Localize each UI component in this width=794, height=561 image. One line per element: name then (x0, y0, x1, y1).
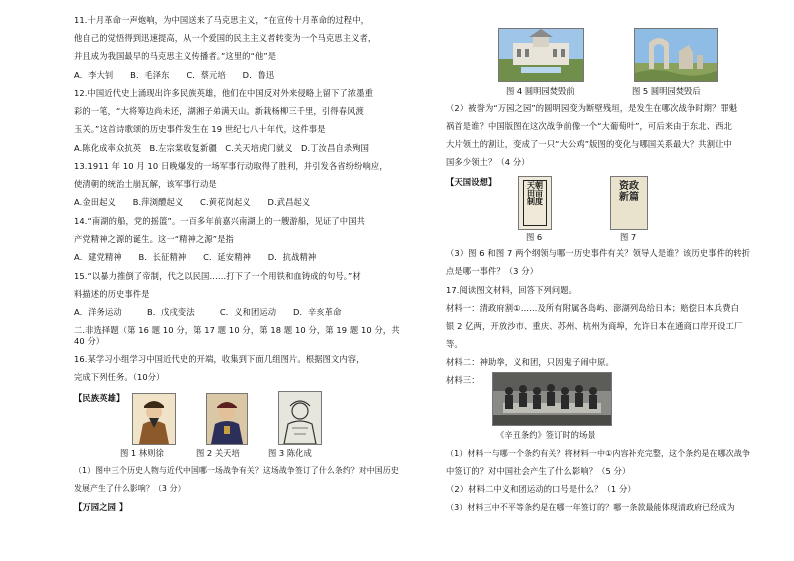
fig1-caption: 图 1 林则徐 (120, 448, 164, 458)
fig3-caption: 图 3 陈化成 (268, 448, 312, 458)
photo-yuanmingyuan-after (634, 28, 718, 82)
section2-line1: 二.非选择题（第 16 题 10 分，第 17 题 10 分，第 18 题 10 分，第 19 题 10 分，共 (74, 325, 400, 335)
q11-line3: 并且成为我国最早的马克思主义传播者。”这里的“他”是 (74, 51, 277, 61)
q17-1-line1: （1）材料一与哪一个条约有关？将材料一中①内容补充完整，这个条约是在哪次战争 (446, 449, 751, 458)
right-column (394, 0, 794, 561)
fig5-caption: 图 5 圆明园焚毁后 (632, 86, 701, 96)
q12-line2: 彩的一笔，“大将筹边尚未还，湖湘子弟满天山。新栽杨柳三千里，引得春风渡 (74, 106, 364, 116)
q11-line2: 他自己的觉悟得到迅速提高，从一个爱国的民主主义者转变为一个马克思主义者， (74, 33, 377, 43)
fig2-caption: 图 2 关天培 (196, 448, 240, 458)
fig7-title: 资政新篇 (619, 181, 639, 203)
q11-line1: 11.十月革命一声炮响，为中国送来了马克思主义，“在宣传十月革命的过程中， (74, 15, 369, 25)
photo-yuanmingyuan-before (498, 28, 584, 82)
material1-line3: 等。 (446, 339, 463, 349)
q16-line1: 16.某学习小组学习中国近代史的开端，收集到下面几组图片。根据图文内容， (74, 354, 365, 364)
q16-3-line1: （3）图 6 和图 7 两个纲领与哪一历史事件有关？领导人是谁？该历史事件的转折 (446, 248, 751, 258)
material3-label: 材料三： (446, 375, 480, 385)
q16-2-line4: 国多少领土？（4 分） (446, 157, 530, 167)
q12-line3: 玉关。”这首诗歌颂的历史事件发生在 19 世纪七八十年代，这件事是 (74, 124, 326, 134)
q14-options: A．建党精神 B．长征精神 C．延安精神 D．抗战精神 (74, 252, 317, 262)
photo-treaty-signing (492, 372, 612, 426)
fig6-caption: 图 6 (526, 232, 543, 242)
q15-line2: 料描述的历史事件是 (74, 289, 150, 299)
q17-1-line2: 中签订的？对中国社会产生了什么影响？（5 分） (446, 466, 631, 476)
q16-2-line3: 大片领土的割让，变成了一只“大公鸡”版图的变化与哪国关系最大？共割让中 (446, 139, 732, 149)
q17-3: （3）材料三中不平等条约是在哪一年签订的？哪一条款最能体现清政府已经成为 (446, 503, 735, 512)
material2: 材料二：神助拳，义和团，只因鬼子闹中原。 (446, 357, 614, 367)
treaty-caption: 《辛丑条约》签订时的场景 (496, 430, 596, 440)
garden-tag: 【万园之园 】 (74, 502, 128, 512)
portrait-chen-huacheng (278, 391, 322, 445)
q15-line1: 15.“以暴力推倒了帝制，代之以民国……打下了一个用铁和血铸成的句号。”材 (74, 271, 361, 281)
q16-2-line1: （2）被誉为“万园之园”的圆明园变为断壁残垣，是发生在哪次战争时期？罪魁 (446, 103, 738, 113)
fig4-caption: 图 4 圆明园焚毁前 (506, 86, 575, 96)
q14-line1: 14.“南湖的船，党的摇篮”。一百多年前嘉兴南湖上的一艘游船，见证了中国共 (74, 216, 365, 226)
q17-2: （2）材料二中义和团运动的口号是什么？（1 分） (446, 484, 636, 494)
portrait-guan-tianpei (206, 393, 248, 445)
q16-line2: 完成下列任务。（10分） (74, 372, 165, 382)
q13-line2: 使清朝的统治土崩瓦解，该军事行动是 (74, 179, 217, 189)
q16-3-line2: 点是哪一事件？（3 分） (446, 266, 539, 276)
q11-options: A．李大钊 B．毛泽东 C．蔡元培 D．鲁迅 (74, 70, 275, 80)
q15-options: A．洋务运动 B．戊戌变法 C．义和团运动 D．辛亥革命 (74, 307, 342, 317)
q13-line1: 13.1911 年 10 月 10 日晚爆发的一场军事行动取得了胜利，并引发各省纷纷响应， (74, 161, 388, 171)
material1-line1: 材料一：清政府割①……及所有附属各岛屿、澎湖列岛给日本；赔偿日本兵费白 (446, 303, 740, 313)
q16-1-line1: （1）图中三个历史人物与近代中国哪一场战争有关？这场战争签订了什么条约？对中国历史 (74, 466, 399, 475)
q14-line2: 产党精神之源的诞生。这一“精神之源”是指 (74, 234, 234, 244)
portrait-lin-zexu (132, 393, 176, 445)
book-cover-tianchao (518, 176, 552, 230)
q12-options: A.陈化成率众抗英 B.左宗棠收复新疆 C.关天培虎门就义 D.丁汝昌自杀殉国 (74, 143, 370, 153)
book-cover-zizheng (610, 176, 648, 230)
q12-line1: 12.中国近代史上涌现出许多民族英雄，他们在中国反对外来侵略上留下了浓墨重 (74, 88, 373, 98)
q16-1-line2: 发展产生了什么影响？（3 分） (74, 484, 186, 493)
section2-line2: 40 分） (74, 336, 105, 346)
heaven-tag: 【天国设想】 (446, 177, 497, 187)
q16-2-line2: 祸首是谁？中国版图在这次战争前像一个“大葡萄叶”，可后来由于东北、西北 (446, 121, 732, 131)
fig6-title: 天朝田亩制度 (527, 180, 543, 206)
q13-options: A.金田起义 B.萍浏醴起义 C.黄花岗起义 D.武昌起义 (74, 197, 311, 207)
material1-line2: 银 2 亿两，开放沙市、重庆、苏州、杭州为商埠，允许日本在通商口岸开设工厂 (446, 321, 743, 331)
heroes-tag: 【民族英雄】 (74, 393, 125, 403)
fig7-caption: 图 7 (620, 232, 637, 242)
q17-title: 17.阅读图文材料，回答下列问题。 (446, 285, 578, 295)
